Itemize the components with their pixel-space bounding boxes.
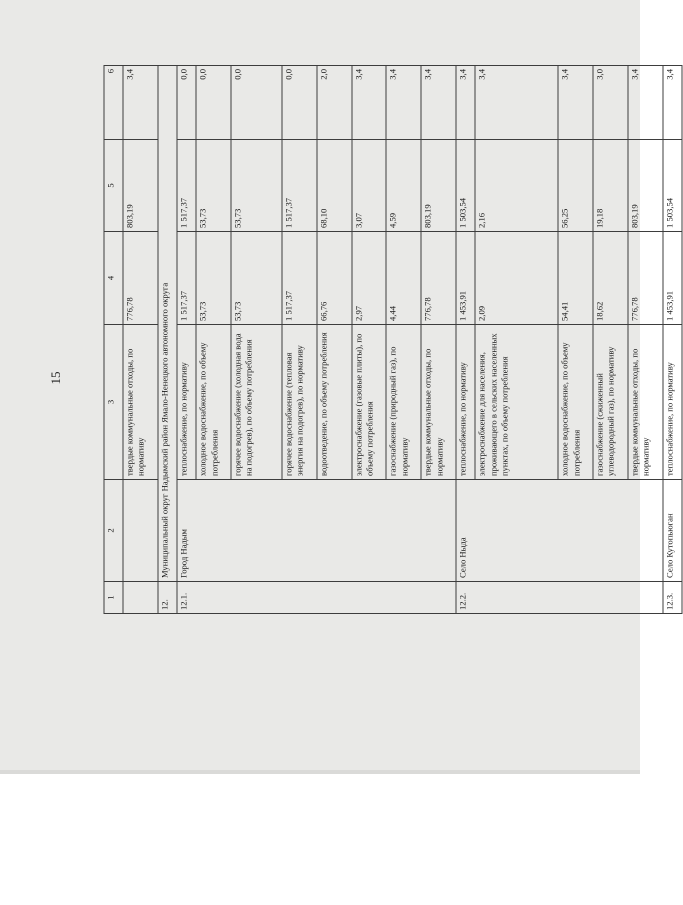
service-cell: теплоснабжение, по нормативу [663,325,682,480]
value-col-4: 18,62 [593,232,628,325]
value-col-6: 3,4 [456,66,475,140]
value-col-5: 1 517,37 [282,140,317,232]
place-cell: Город Надым [177,480,456,582]
row-number-cell [123,582,158,614]
value-col-4: 776,78 [123,232,158,325]
header-col-1: 1 [104,582,123,614]
value-col-6: 0,0 [282,66,317,140]
section-title-row [158,66,177,614]
value-col-6: 0,0 [231,66,282,140]
value-col-5: 56,25 [558,140,593,232]
value-col-4: 776,78 [421,232,456,325]
service-cell: горячее водоснабжение (тепловая энергия на подогрев), по нормативу [282,325,317,480]
row-number-cell: 12.1. [177,582,456,614]
service-cell: электроснабжение для населения, проживающего в сельских населенных пунктах, по объему потребления [475,325,558,480]
page-number: 15 [48,371,63,385]
service-cell: холодное водоснабжение, по объему потребления [196,325,231,480]
value-col-6: 3,4 [386,66,421,140]
value-col-4: 1 517,37 [177,232,196,325]
value-col-5: 19,18 [593,140,628,232]
header-col-5: 5 [104,140,123,232]
value-col-5: 68,10 [317,140,352,232]
value-col-5: 803,19 [421,140,456,232]
place-cell [123,480,158,582]
service-cell: теплоснабжение, по нормативу [177,325,196,480]
value-col-6: 3,4 [628,66,663,140]
value-col-5: 803,19 [123,140,158,232]
value-col-6: 3,4 [421,66,456,140]
section-number: 12. [158,582,177,614]
value-col-6: 3,4 [558,66,593,140]
value-col-5: 53,73 [196,140,231,232]
section-title: Муниципальный округ Надымский район Ямало-Ненецкого автономного округа [158,66,177,582]
rotated-tariff-table [104,66,683,614]
value-col-4: 1 517,37 [282,232,317,325]
value-col-6: 3,0 [593,66,628,140]
service-cell: теплоснабжение, по нормативу [456,325,475,480]
place-cell: Село Кутопьюган [663,480,682,582]
value-col-4: 53,73 [231,232,282,325]
service-cell: газоснабжение (сжиженный углеводородный газ), по нормативу [593,325,628,480]
header-col-2: 2 [104,480,123,582]
value-col-5: 803,19 [628,140,663,232]
service-cell: твердые коммунальные отходы, по нормативу [421,325,456,480]
header-col-4: 4 [104,232,123,325]
service-cell: твердые коммунальные отходы, по нормативу [628,325,663,480]
service-cell: водоотведение, по объему потребления [317,325,352,480]
table-row [456,66,475,614]
value-col-6: 2,0 [317,66,352,140]
scan-edge [0,770,640,774]
value-col-5: 53,73 [231,140,282,232]
value-col-4: 2,97 [352,232,387,325]
row-number-cell: 12.2. [456,582,663,614]
header-col-3: 3 [104,325,123,480]
value-col-4: 2,09 [475,232,558,325]
value-col-4: 53,73 [196,232,231,325]
value-col-6: 3,4 [123,66,158,140]
value-col-6: 3,4 [352,66,387,140]
table-header-row [104,66,123,614]
table-row [177,66,196,614]
header-col-6: 6 [104,66,123,140]
value-col-4: 66,76 [317,232,352,325]
value-col-5: 1 503,54 [663,140,682,232]
value-col-5: 3,07 [352,140,387,232]
row-number-cell: 12.3. [663,582,682,614]
value-col-5: 1 517,37 [177,140,196,232]
service-cell: холодное водоснабжение, по объему потребления [558,325,593,480]
value-col-6: 0,0 [196,66,231,140]
table-row [123,66,158,614]
tariff-table [104,65,683,614]
place-cell: Село Ныда [456,480,663,582]
service-cell: горячее водоснабжение (холодная вода на подогрев), по объему потребления [231,325,282,480]
value-col-6: 0,0 [177,66,196,140]
value-col-5: 1 503,54 [456,140,475,232]
value-col-4: 54,41 [558,232,593,325]
table-row [663,66,682,614]
value-col-4: 4,44 [386,232,421,325]
value-col-5: 2,16 [475,140,558,232]
value-col-6: 3,4 [663,66,682,140]
value-col-4: 1 453,91 [663,232,682,325]
value-col-6: 3,4 [475,66,558,140]
service-cell: газоснабжение (природный газ), по нормативу [386,325,421,480]
value-col-4: 1 453,91 [456,232,475,325]
service-cell: твердые коммунальные отходы, по нормативу [123,325,158,480]
value-col-4: 776,78 [628,232,663,325]
value-col-5: 4,59 [386,140,421,232]
service-cell: электроснабжение (газовые плиты), по объему потребления [352,325,387,480]
